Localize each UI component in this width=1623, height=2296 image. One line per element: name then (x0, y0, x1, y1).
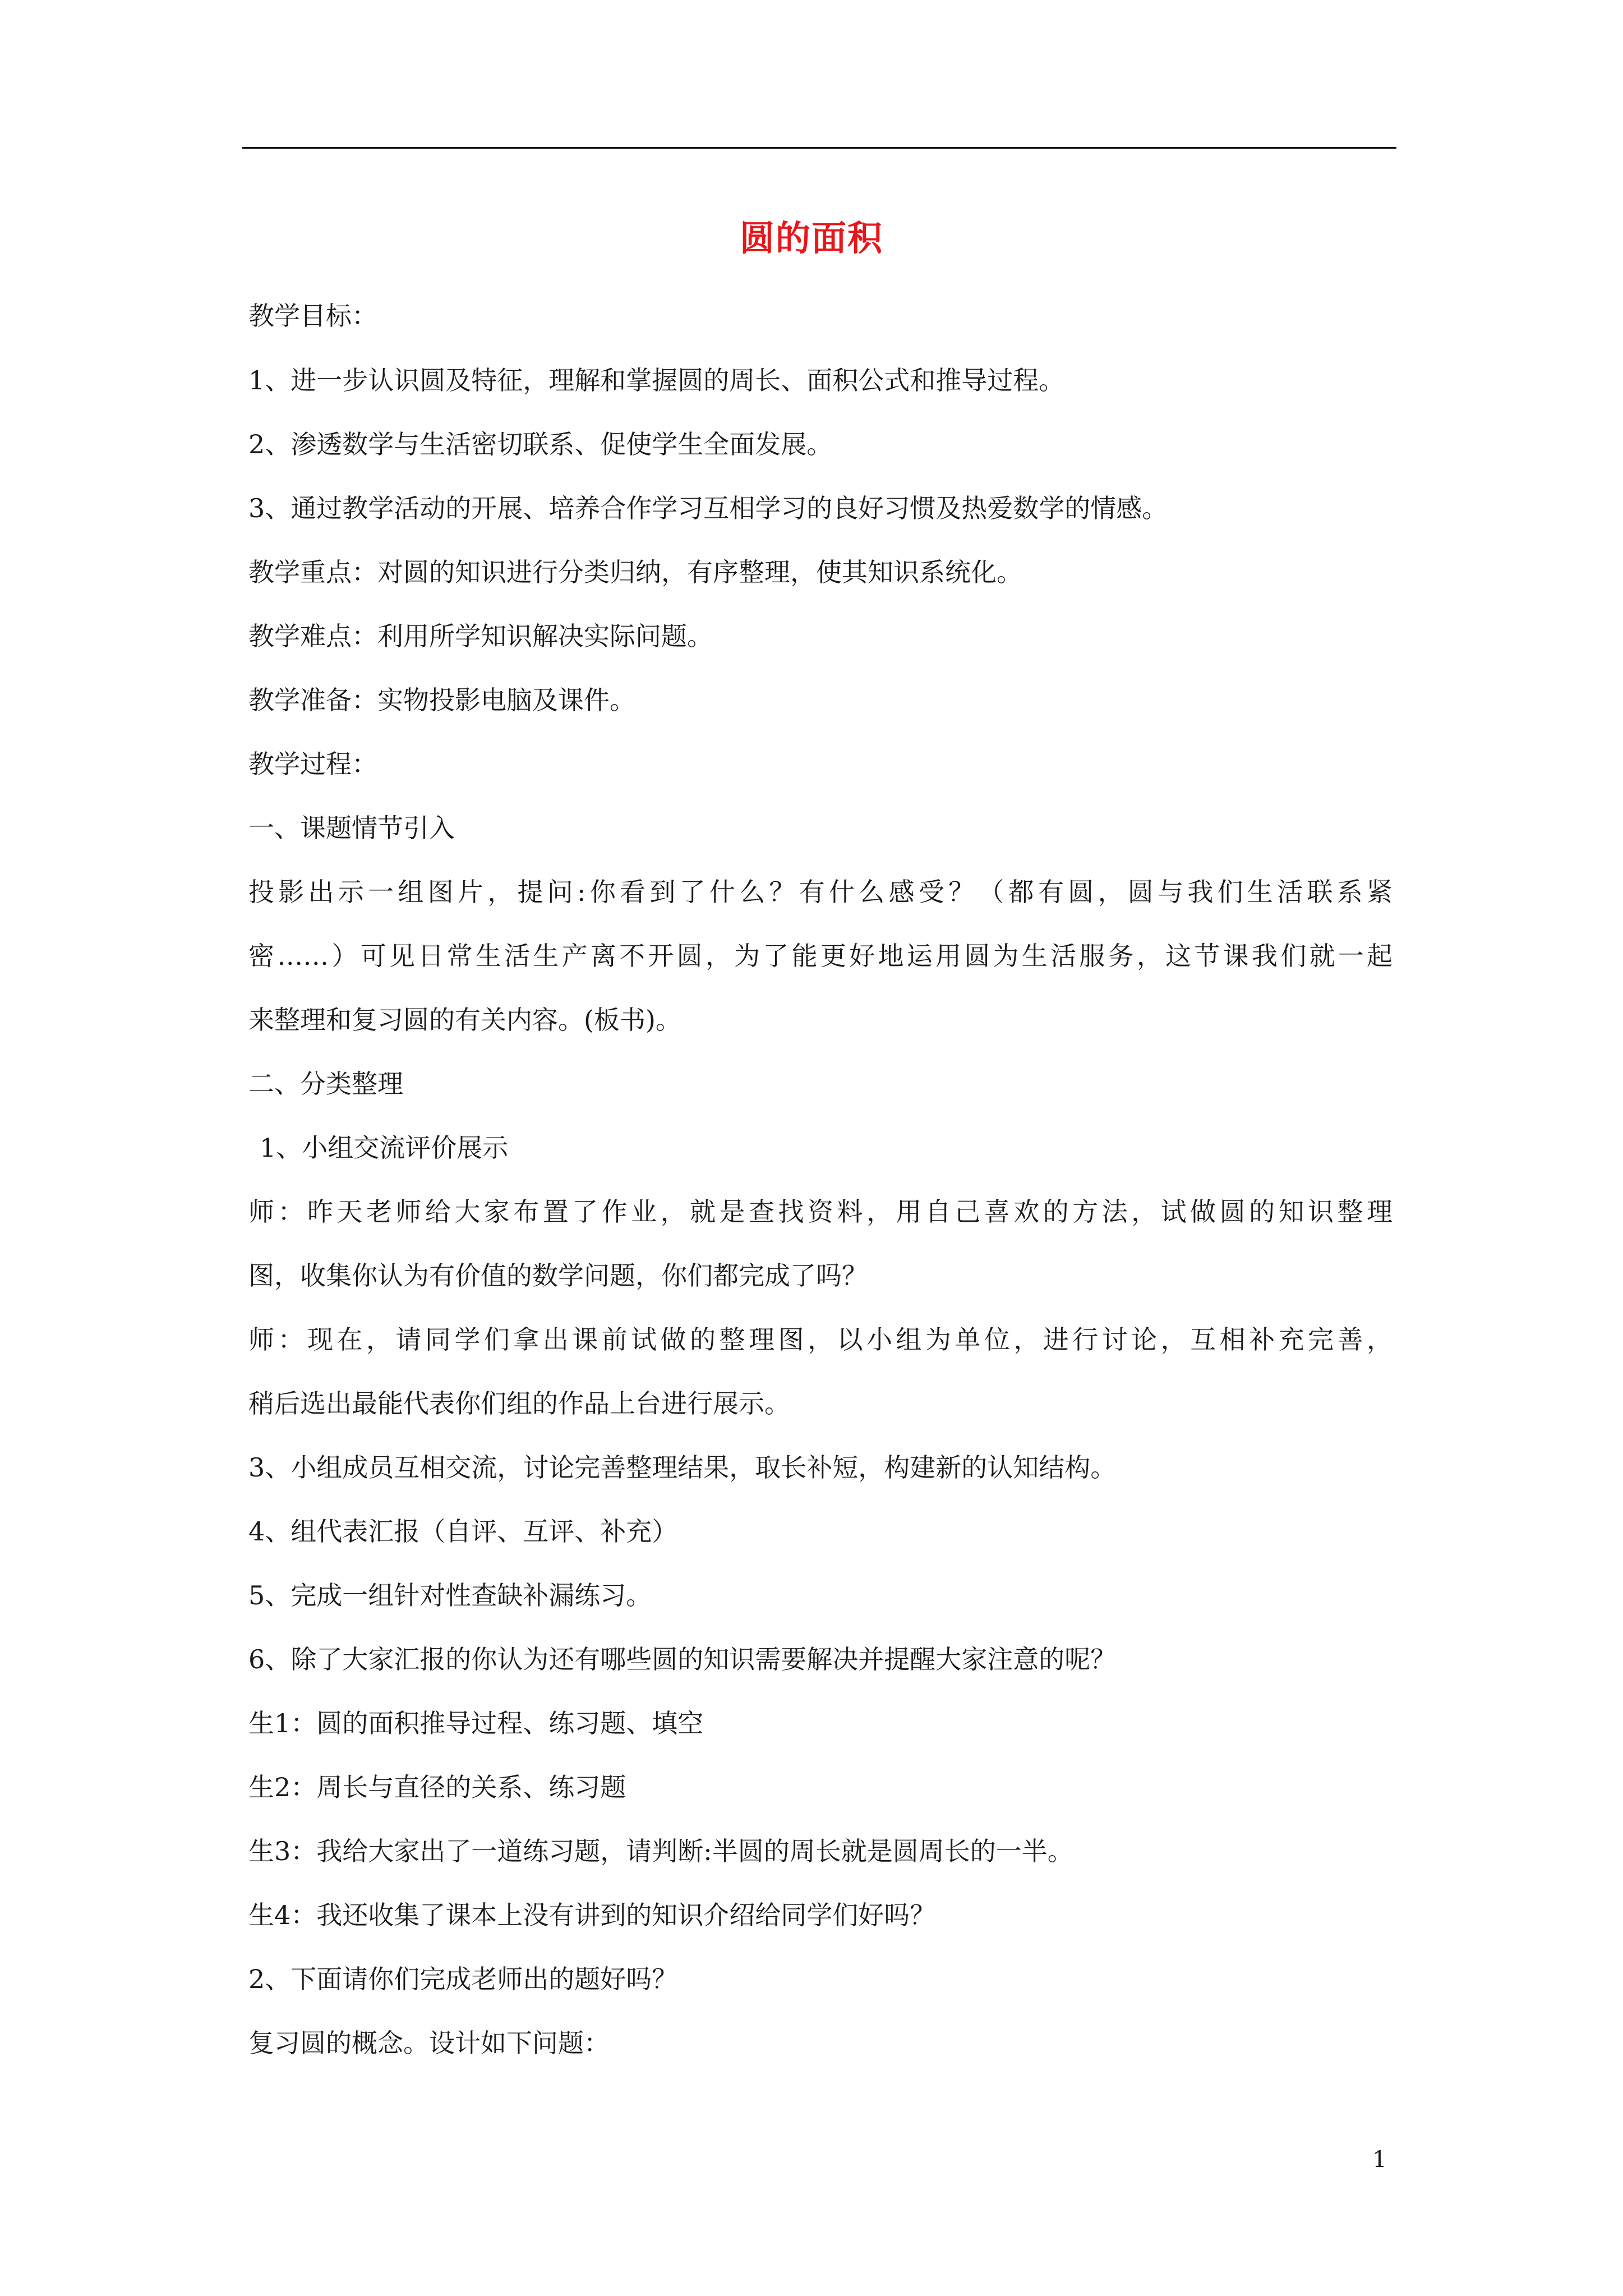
subsection-1-heading: 1、小组交流评价展示 (260, 1133, 509, 1163)
key-points: 教学重点：对圆的知识进行分类归纳，有序整理，使其知识系统化。 (248, 557, 1022, 587)
paragraph-line: 图，收集你认为有价值的数学问题，你们都完成了吗？ (248, 1260, 868, 1291)
process-heading: 教学过程： (248, 749, 377, 779)
section-objectives-heading: 教学目标： (248, 301, 377, 331)
page-number: 1 (1372, 2147, 1387, 2173)
list-item: 4、组代表汇报（自评、互评、补充） (248, 1516, 678, 1547)
section-1-heading: 一、课题情节引入 (248, 813, 455, 843)
header-rule (242, 147, 1396, 149)
student-response: 生2：周长与直径的关系、练习题 (248, 1772, 626, 1802)
paragraph-line: 投影出示一组图片，提问:你看到了什么？有什么感受？（都有圆，圆与我们生活联系紧 (248, 877, 1393, 907)
paragraph-line: 师：昨天老师给大家布置了作业，就是查找资料，用自己喜欢的方法，试做圆的知识整理 (248, 1197, 1393, 1227)
paragraph-line: 稍后选出最能代表你们组的作品上台进行展示。 (248, 1388, 790, 1419)
objective-2: 2、渗透数学与生活密切联系、促使学生全面发展。 (248, 429, 833, 459)
section-2-heading: 二、分类整理 (248, 1069, 403, 1099)
objective-1: 1、进一步认识圆及特征，理解和掌握圆的周长、面积公式和推导过程。 (248, 365, 1065, 395)
paragraph-line: 来整理和复习圆的有关内容。(板书)。 (248, 1005, 681, 1035)
list-item: 2、下面请你们完成老师出的题好吗？ (248, 1964, 678, 1994)
list-item: 3、小组成员互相交流，讨论完善整理结果，取长补短，构建新的认知结构。 (248, 1452, 1117, 1483)
student-response: 生3：我给大家出了一道练习题，请判断:半圆的周长就是圆周长的一半。 (248, 1836, 1073, 1866)
list-item: 5、完成一组针对性查缺补漏练习。 (248, 1580, 652, 1611)
paragraph-line: 师：现在，请同学们拿出课前试做的整理图，以小组为单位，进行讨论，互相补充完善， (248, 1324, 1393, 1355)
difficult-points: 教学难点：利用所学知识解决实际问题。 (248, 621, 713, 651)
paragraph-line: 密……）可见日常生活生产离不开圆，为了能更好地运用圆为生活服务，这节课我们就一起 (248, 941, 1393, 971)
paragraph-line: 复习圆的概念。设计如下问题： (248, 2028, 610, 2058)
student-response: 生4：我还收集了课本上没有讲到的知识介绍给同学们好吗？ (248, 1900, 936, 1930)
preparation: 教学准备：实物投影电脑及课件。 (248, 685, 635, 715)
objective-3: 3、通过教学活动的开展、培养合作学习互相学习的良好习惯及热爱数学的情感。 (248, 493, 1168, 523)
document-title: 圆的面积 (739, 218, 883, 259)
student-response: 生1：圆的面积推导过程、练习题、填空 (248, 1708, 704, 1738)
list-item: 6、除了大家汇报的你认为还有哪些圆的知识需要解决并提醒大家注意的呢？ (248, 1644, 1117, 1674)
